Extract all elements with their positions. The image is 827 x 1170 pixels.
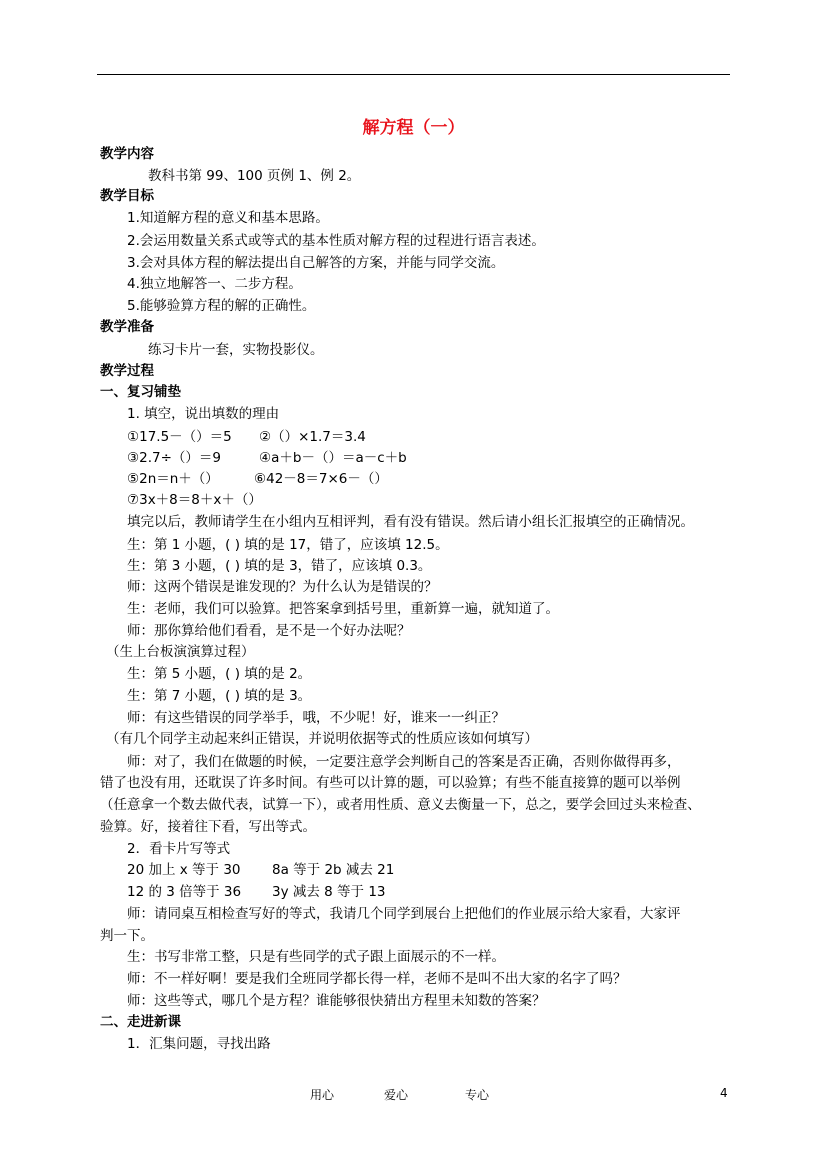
section-heading-prep: 教学准备 <box>100 319 154 335</box>
header-rule <box>97 74 730 75</box>
dialog-line: 师：不一样好啊！要是我们全班同学都长得一样，老师不是叫不出大家的名字了吗？ <box>127 971 627 987</box>
paragraph-line: （任意拿一个数去做代表，试算一下），或者用性质、意义去衡量一下，总之，要学会回过头来检查、 <box>100 797 701 813</box>
dialog-line: 生：第 5 小题，( ) 填的是 2。 <box>127 666 312 682</box>
goal-item: 3.会对具体方程的解法提出自己解答的方案，并能与同学交流。 <box>127 255 505 271</box>
page-number: 4 <box>720 1086 728 1100</box>
dialog-line: 生：老师，我们可以验算。把答案拿到括号里，重新算一遍，就知道了。 <box>127 601 559 617</box>
card-row <box>127 883 730 902</box>
dialog-line: 师：那你算给他们看看，是不是一个好办法呢？ <box>127 623 411 639</box>
goal-item: 1.知道解方程的意义和基本思路。 <box>127 210 329 226</box>
document-title: 解方程（一） <box>362 118 465 138</box>
stage-direction: （有几个同学主动起来纠正错误，并说明依据等式的性质应该如何填写） <box>106 731 538 747</box>
question-collect: 1．汇集问题，寻找出路 <box>127 1036 271 1052</box>
dialog-line: 生：书写非常工整，只是有些同学的式子跟上面展示的不一样。 <box>127 949 505 965</box>
part-heading-review: 一、复习铺垫 <box>100 384 181 400</box>
dialog-line: 师：有这些错误的同学举手，哦，不少呢！好，谁来一一纠正？ <box>127 710 505 726</box>
paragraph-line: 验算。好，接着往下看，写出等式。 <box>100 819 316 835</box>
prep-text: 练习卡片一套，实物投影仪。 <box>148 342 324 358</box>
fill-item: ②（）×1.7＝3.4 <box>259 429 366 445</box>
fill-row <box>127 428 730 447</box>
fill-item: ⑦3x＋8＝8＋x＋（） <box>127 492 262 508</box>
goal-item: 4.独立地解答一、二步方程。 <box>127 276 302 292</box>
dialog-line: 师：这些等式，哪几个是方程？谁能够很快猜出方程里未知数的答案？ <box>127 993 546 1009</box>
footer-item: 用心 <box>310 1088 335 1102</box>
goal-item: 2.会运用数量关系式或等式的基本性质对解方程的过程进行语言表述。 <box>127 233 545 249</box>
card-row <box>127 861 730 880</box>
fill-row <box>127 470 730 489</box>
dialog-line: 填完以后，教师请学生在小组内互相评判，看有没有错误。然后请小组长汇报填空的正确情况。 <box>127 514 694 530</box>
card-item: 8a 等于 2b 减去 21 <box>272 862 395 878</box>
fill-item: ①17.5－（）＝5 <box>127 429 232 445</box>
stage-direction: （生上台板演演算过程） <box>106 644 255 660</box>
card-item: 20 加上 x 等于 30 <box>127 862 241 878</box>
fill-row <box>127 449 730 468</box>
question-fill-blank: 1. 填空，说出填数的理由 <box>127 406 280 422</box>
dialog-line: 师：请同桌互相检查写好的等式，我请几个同学到展台上把他们的作业展示给大家看，大家评 <box>127 906 681 922</box>
goal-item: 5.能够验算方程的解的正确性。 <box>127 298 316 314</box>
section-heading-content: 教学内容 <box>100 146 154 162</box>
section-heading-goals: 教学目标 <box>100 188 154 204</box>
card-item: 3y 减去 8 等于 13 <box>272 884 386 900</box>
dialog-line: 生：第 7 小题，( ) 填的是 3。 <box>127 688 312 704</box>
card-item: 12 的 3 倍等于 36 <box>127 884 242 900</box>
fill-row <box>127 491 730 510</box>
footer-item: 爱心 <box>384 1088 409 1102</box>
paragraph-line: 师：对了，我们在做题的时候，一定要注意学会判断自己的答案是否正确，否则你做得再多， <box>127 754 681 770</box>
fill-item: ③2.7÷（）＝9 <box>127 450 221 466</box>
footer-item: 专心 <box>465 1088 490 1102</box>
dialog-line: 生：第 3 小题，( ) 填的是 3，错了，应该填 0.3。 <box>127 558 432 574</box>
dialog-line: 师：这两个错误是谁发现的？为什么认为是错误的？ <box>127 579 438 595</box>
dialog-line: 生：第 1 小题，( ) 填的是 17，错了，应该填 12.5。 <box>127 537 449 553</box>
dialog-line: 判一下。 <box>100 928 154 944</box>
fill-item: ⑤2n＝n＋（） <box>127 471 219 487</box>
section-heading-process: 教学过程 <box>100 363 154 379</box>
fill-item: ⑥42－8＝7×6－（） <box>254 471 388 487</box>
fill-item: ④a＋b－（）＝a－c＋b <box>259 450 407 466</box>
content-text: 教科书第 99、100 页例 1、例 2。 <box>148 168 361 184</box>
question-write-equations: 2．看卡片写等式 <box>127 841 231 857</box>
paragraph-line: 错了也没有用，还耽误了许多时间。有些可以计算的题，可以验算；有些不能直接算的题可以举例 <box>100 775 681 791</box>
part-heading-new-lesson: 二、走进新课 <box>100 1014 181 1030</box>
